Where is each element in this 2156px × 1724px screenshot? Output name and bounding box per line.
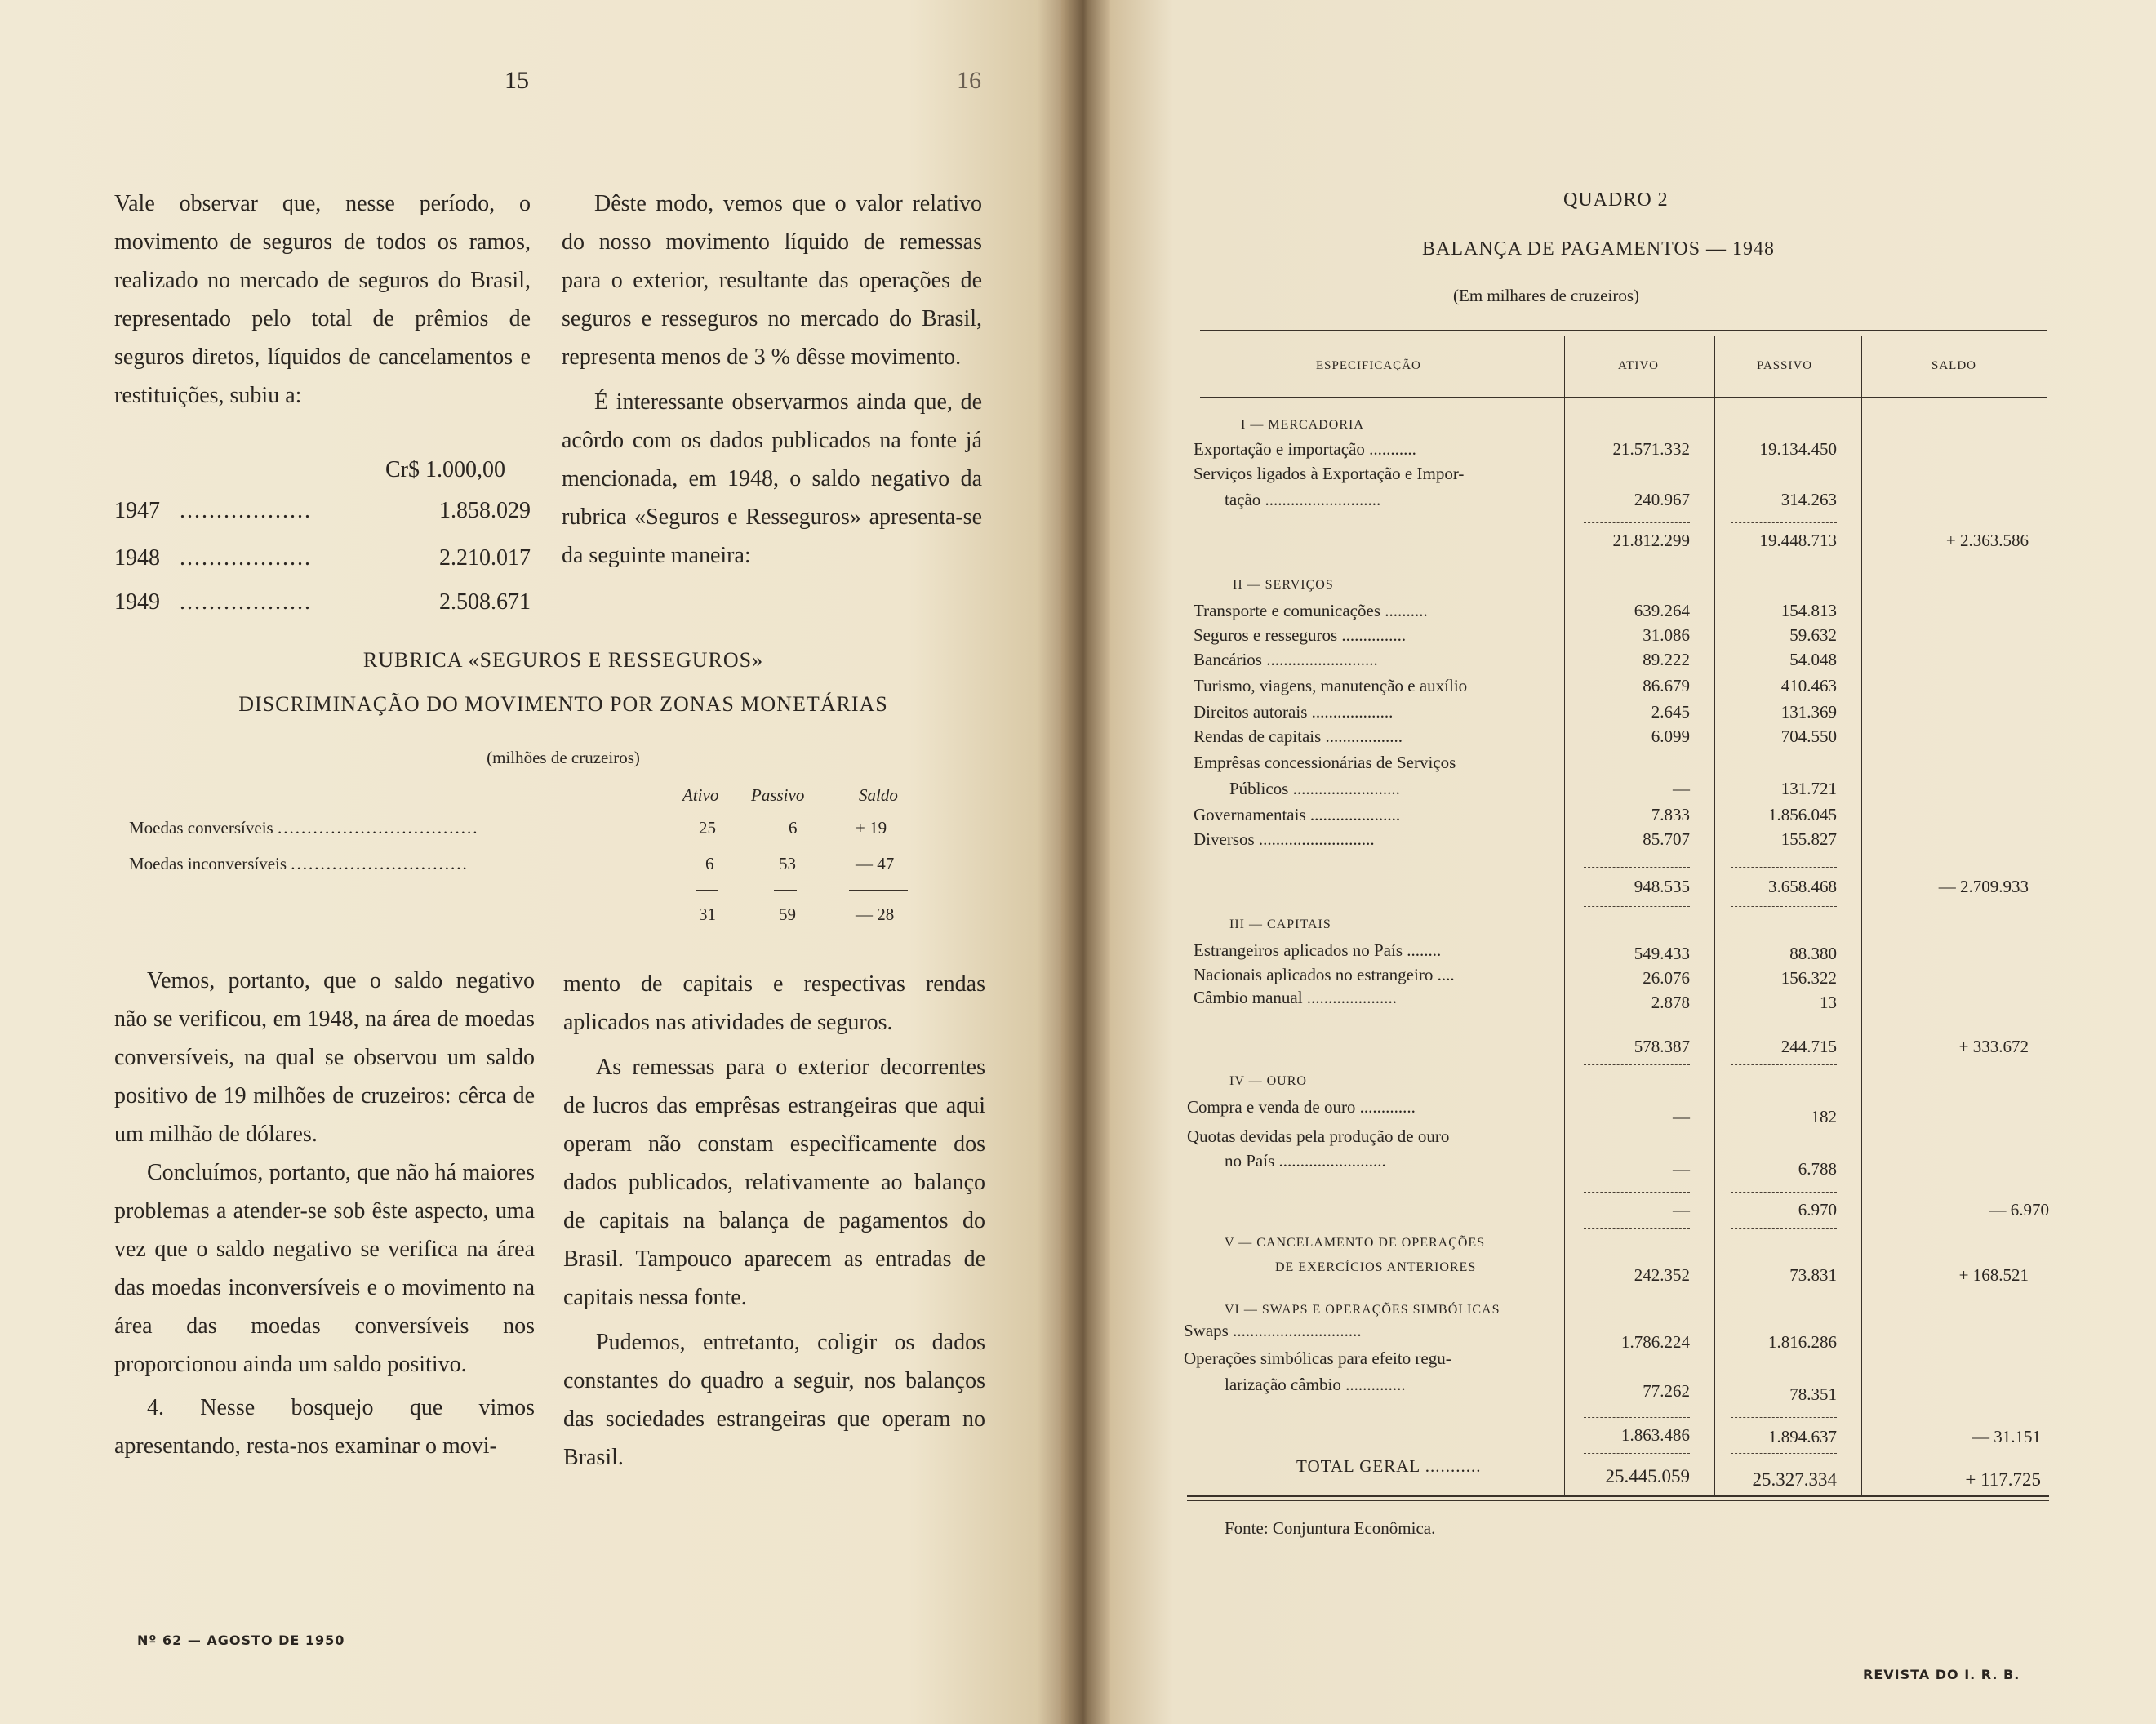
sum-rule bbox=[1731, 867, 1837, 868]
paragraph: Dêste modo, vemos que o valor relativo do nosso movimento líquido de remessas para o exterior, resultante das operações de seguros e resseguros no mercado do Brasil, representa menos de 3 % dêsse movimento. bbox=[562, 191, 982, 370]
header-saldo: Saldo bbox=[859, 785, 898, 805]
total-passivo: 59 bbox=[779, 904, 796, 924]
year-row bbox=[114, 545, 531, 571]
cell-ativo: 89.222 bbox=[1643, 650, 1690, 669]
cell-ativo: 25 bbox=[699, 818, 716, 838]
year-row bbox=[114, 498, 531, 524]
section-heading: III — CAPITAIS bbox=[1229, 918, 1331, 931]
book-gutter bbox=[1061, 0, 1110, 1724]
cell-passivo: 1.816.286 bbox=[1768, 1332, 1837, 1352]
header-ativo: ATIVO bbox=[1618, 359, 1659, 372]
total-ativo: 31 bbox=[699, 904, 716, 924]
leader-dots: .................. bbox=[180, 498, 312, 523]
paragraph: 4. Nesse bosquejo que vimos apresentando, resta-nos examinar o movi- bbox=[114, 1395, 535, 1459]
subtotal-passivo: 6.970 bbox=[1798, 1200, 1837, 1220]
cell-ativo: 86.679 bbox=[1643, 676, 1690, 695]
rule bbox=[1584, 1064, 1690, 1065]
section-heading: DE EXERCÍCIOS ANTERIORES bbox=[1275, 1260, 1477, 1274]
row-label: Swaps .............................. bbox=[1184, 1321, 1362, 1340]
section-heading: V — CANCELAMENTO DE OPERAÇÕES bbox=[1225, 1236, 1486, 1250]
cell-passivo: 131.721 bbox=[1780, 779, 1837, 798]
cell-passivo: 59.632 bbox=[1789, 625, 1837, 645]
subtotal-ativo: 242.352 bbox=[1634, 1265, 1690, 1285]
table-subtitle: BALANÇA DE PAGAMENTOS — 1948 bbox=[1422, 238, 1776, 260]
rule bbox=[1731, 906, 1837, 907]
header-ativo: Ativo bbox=[682, 785, 719, 805]
paragraph: Concluímos, portanto, que não há maiores problemas a atender-se sob êste aspecto, uma vez que o saldo negativo se verifica na área das moedas inconversíveis e o movimento na área das moedas conversíveis nos proporcionou ainda um saldo positivo. bbox=[114, 1160, 535, 1377]
year-value: 2.210.017 bbox=[439, 545, 531, 571]
row-label: Seguros e resseguros ............... bbox=[1194, 625, 1407, 645]
cell-passivo: 154.813 bbox=[1780, 601, 1837, 620]
cell-ativo: — bbox=[1673, 1159, 1690, 1179]
total-passivo: 25.327.334 bbox=[1752, 1469, 1837, 1490]
year-value: 2.508.671 bbox=[439, 589, 531, 615]
column-divider bbox=[1714, 336, 1715, 1495]
row-label: Direitos autorais ................... bbox=[1194, 702, 1394, 722]
table-source: Fonte: Conjuntura Econômica. bbox=[1225, 1518, 1436, 1538]
cell-passivo: 704.550 bbox=[1780, 726, 1837, 746]
paragraph: mento de capitais e respectivas rendas aplicados nas atividades de seguros. bbox=[563, 971, 985, 1035]
row-label: Quotas devidas pela produção de ouro bbox=[1187, 1126, 1450, 1146]
subtotal-ativo: 948.535 bbox=[1634, 877, 1690, 896]
row-label: Bancários .......................... bbox=[1194, 650, 1378, 669]
row-label: Serviços ligados à Exportação e Impor- bbox=[1194, 464, 1465, 483]
row-label: Operações simbólicas para efeito regu- bbox=[1184, 1349, 1451, 1368]
rule bbox=[1731, 1228, 1837, 1229]
header-passivo: PASSIVO bbox=[1757, 359, 1813, 372]
row-label: Câmbio manual ..................... bbox=[1194, 988, 1398, 1007]
total-label: TOTAL GERAL ........... bbox=[1296, 1456, 1482, 1476]
table-header-rule bbox=[1200, 397, 2047, 398]
row-label: Diversos ........................... bbox=[1194, 829, 1375, 849]
cell-passivo: 6 bbox=[789, 818, 798, 838]
rule bbox=[1584, 1228, 1690, 1229]
sum-rule bbox=[1584, 1192, 1690, 1193]
cell-passivo: 78.351 bbox=[1789, 1384, 1837, 1404]
leader-dots: .............................. bbox=[291, 854, 469, 873]
leader-dots: .................. bbox=[180, 589, 312, 615]
subtotal-saldo: — 31.151 bbox=[1972, 1427, 2041, 1446]
cell-saldo: + 19 bbox=[856, 818, 887, 838]
sum-rule bbox=[1584, 1417, 1690, 1418]
subtotal-saldo: — 2.709.933 bbox=[1938, 877, 2029, 896]
cell-ativo: 6 bbox=[705, 854, 714, 873]
cell-ativo: 639.264 bbox=[1634, 601, 1690, 620]
cell-passivo: 1.856.045 bbox=[1768, 805, 1837, 824]
sum-rule bbox=[1584, 867, 1690, 868]
section-heading: I — MERCADORIA bbox=[1241, 418, 1364, 432]
row-label: Estrangeiros aplicados no País ........ bbox=[1194, 940, 1442, 960]
subtotal-passivo: 73.831 bbox=[1789, 1265, 1837, 1285]
row-label: Transporte e comunicações .......... bbox=[1194, 601, 1428, 620]
year-row bbox=[114, 589, 531, 615]
year: 1948 bbox=[114, 545, 160, 571]
cell-ativo: 7.833 bbox=[1651, 805, 1690, 824]
rule bbox=[1731, 1453, 1837, 1454]
row-label: larização câmbio .............. bbox=[1225, 1375, 1406, 1394]
cell-passivo: 410.463 bbox=[1780, 676, 1837, 695]
cell-passivo: 54.048 bbox=[1789, 650, 1837, 669]
cell-passivo: 314.263 bbox=[1780, 490, 1837, 509]
leader-dots: .................................. bbox=[277, 818, 479, 838]
paragraph: As remessas para o exterior decorrentes de lucros das emprêsas estrangeiras que aqui operam não constam especìficamente dos dados publicados, relativamente ao balanço de capitais na balança de pagamentos do Brasil. Tampouco aparecem as entradas de capitais nessa fonte. bbox=[563, 1055, 985, 1310]
cell-passivo: 6.788 bbox=[1798, 1159, 1837, 1179]
header-especificacao: ESPECIFICAÇÃO bbox=[1316, 359, 1421, 372]
subtotal-saldo: + 2.363.586 bbox=[1945, 531, 2029, 550]
leader-dots: .................. bbox=[180, 545, 312, 571]
rule bbox=[1731, 1064, 1837, 1065]
left-footer: Nº 62 — AGOSTO DE 1950 bbox=[137, 1633, 345, 1648]
subtotal-ativo: 578.387 bbox=[1634, 1037, 1690, 1056]
subtotal-ativo: 1.863.486 bbox=[1621, 1425, 1690, 1445]
table-title: QUADRO 2 bbox=[1563, 189, 1669, 211]
cell-passivo: 88.380 bbox=[1789, 944, 1837, 963]
cell-ativo: 1.786.224 bbox=[1621, 1332, 1690, 1352]
table-bottom-rule bbox=[1187, 1495, 2049, 1497]
header-saldo: SALDO bbox=[1932, 359, 1977, 372]
paragraph: Pudemos, entretanto, coligir os dados constantes do quadro a seguir, nos balanços das sociedades estrangeiras que operam no Brasil. bbox=[563, 1330, 985, 1470]
row-label: tação ........................... bbox=[1225, 490, 1381, 509]
total-saldo: + 117.725 bbox=[1965, 1469, 2041, 1490]
cell-ativo: 77.262 bbox=[1643, 1381, 1690, 1401]
page-number-15: 15 bbox=[505, 67, 529, 94]
cell-ativo: 2.878 bbox=[1651, 993, 1690, 1012]
cell-passivo: 53 bbox=[779, 854, 796, 873]
column-1-intro bbox=[114, 184, 531, 415]
column-divider bbox=[1564, 336, 1565, 1495]
sum-rule bbox=[1731, 1192, 1837, 1193]
cell-ativo: 2.645 bbox=[1651, 702, 1690, 722]
rubrica-title: RUBRICA «SEGUROS E RESSEGUROS» bbox=[362, 648, 764, 672]
cell-ativo: 549.433 bbox=[1634, 944, 1690, 963]
sum-rule bbox=[849, 890, 908, 891]
subtotal-ativo: 21.812.299 bbox=[1612, 531, 1690, 550]
subtotal-passivo: 244.715 bbox=[1780, 1037, 1837, 1056]
row-label: Rendas de capitais .................. bbox=[1194, 726, 1403, 746]
cell-ativo: 6.099 bbox=[1651, 726, 1690, 746]
year: 1949 bbox=[114, 589, 160, 615]
cell-ativo: — bbox=[1673, 1107, 1690, 1126]
rubrica-subtitle: DISCRIMINAÇÃO DO MOVIMENTO POR ZONAS MONETÁRIAS bbox=[238, 692, 888, 716]
header-passivo: Passivo bbox=[751, 785, 805, 805]
cell-passivo: 156.322 bbox=[1780, 968, 1837, 988]
paragraph: É interessante observarmos ainda que, de acôrdo com os dados publicados na fonte já mencionada, em 1948, o saldo negativo da rubrica «Seguros e Resseguros» apresenta-se da seguinte maneira: bbox=[562, 389, 982, 568]
sum-rule bbox=[1584, 522, 1690, 523]
sum-rule bbox=[696, 890, 718, 891]
row-label: Moedas inconversíveis bbox=[129, 854, 287, 873]
subtotal-saldo: + 333.672 bbox=[1958, 1037, 2029, 1056]
row-label: Públicos ......................... bbox=[1229, 779, 1400, 798]
cell-ativo: 26.076 bbox=[1643, 968, 1690, 988]
sum-rule bbox=[1731, 1417, 1837, 1418]
column-1-bottom bbox=[114, 962, 535, 1465]
cell-passivo: 182 bbox=[1811, 1107, 1837, 1126]
row-label: Moedas conversíveis bbox=[129, 818, 273, 838]
row-label: Turismo, viagens, manutenção e auxílio bbox=[1194, 676, 1468, 695]
rubrica-row-label bbox=[129, 818, 478, 838]
paragraph: Vale observar que, nesse período, o movimento de seguros de todos os ramos, realizado no mercado de seguros do Brasil, representado pelo total de prêmios de seguros diretos, líquidos de cancelamentos e restituições, subiu a: bbox=[114, 191, 531, 408]
row-label: Emprêsas concessionárias de Serviços bbox=[1194, 753, 1456, 772]
year: 1947 bbox=[114, 498, 160, 523]
table-top-rule bbox=[1200, 330, 2047, 331]
table-bottom-rule bbox=[1187, 1500, 2049, 1501]
rule bbox=[1584, 906, 1690, 907]
subtotal-saldo: — 6.970 bbox=[1989, 1200, 2049, 1220]
cell-ativo: 85.707 bbox=[1643, 829, 1690, 849]
subtotal-saldo: + 168.521 bbox=[1958, 1265, 2029, 1285]
column-divider bbox=[1861, 336, 1862, 1495]
column-2-bottom bbox=[563, 965, 985, 1477]
right-footer: REVISTA DO I. R. B. bbox=[1863, 1667, 2020, 1682]
total-saldo: — 28 bbox=[856, 904, 895, 924]
total-ativo: 25.445.059 bbox=[1605, 1466, 1690, 1486]
cell-saldo: — 47 bbox=[856, 854, 895, 873]
cell-passivo: 131.369 bbox=[1780, 702, 1837, 722]
subtotal-passivo: 1.894.637 bbox=[1768, 1427, 1837, 1446]
row-label: Nacionais aplicados no estrangeiro .... bbox=[1194, 965, 1455, 984]
cell-passivo: 13 bbox=[1820, 993, 1837, 1012]
paragraph: Vemos, portanto, que o saldo negativo não se verificou, em 1948, na área de moedas conversíveis, na qual se observou um saldo positivo de 19 milhões de cruzeiros: cêrca de um milhão de dólares. bbox=[114, 968, 535, 1147]
section-heading: IV — OURO bbox=[1229, 1074, 1307, 1088]
sum-rule bbox=[774, 890, 797, 891]
rule bbox=[1584, 1453, 1690, 1454]
cell-ativo: 240.967 bbox=[1634, 490, 1690, 509]
cell-ativo: 31.086 bbox=[1643, 625, 1690, 645]
row-label: Exportação e importação ........... bbox=[1194, 439, 1416, 459]
table-units: (Em milhares de cruzeiros) bbox=[1453, 286, 1639, 305]
subtotal-passivo: 19.448.713 bbox=[1759, 531, 1837, 550]
column-2-top bbox=[562, 184, 982, 575]
cell-ativo: 21.571.332 bbox=[1612, 439, 1690, 459]
cell-passivo: 19.134.450 bbox=[1759, 439, 1837, 459]
page-number-16: 16 bbox=[957, 67, 981, 94]
subtotal-passivo: 3.658.468 bbox=[1768, 877, 1837, 896]
rubrica-row-label bbox=[129, 854, 469, 874]
currency-header: Cr$ 1.000,00 bbox=[385, 457, 505, 482]
subtotal-ativo: — bbox=[1673, 1200, 1690, 1220]
row-label: no País ......................... bbox=[1225, 1151, 1386, 1171]
row-label: Compra e venda de ouro ............. bbox=[1187, 1097, 1416, 1117]
sum-rule bbox=[1731, 522, 1837, 523]
section-heading: VI — SWAPS E OPERAÇÕES SIMBÓLICAS bbox=[1225, 1303, 1500, 1317]
row-label: Governamentais ..................... bbox=[1194, 805, 1401, 824]
year-value: 1.858.029 bbox=[439, 498, 531, 523]
cell-ativo: — bbox=[1673, 779, 1690, 798]
rubrica-units: (milhões de cruzeiros) bbox=[487, 748, 640, 767]
section-heading: II — SERVIÇOS bbox=[1233, 578, 1334, 592]
cell-passivo: 155.827 bbox=[1780, 829, 1837, 849]
